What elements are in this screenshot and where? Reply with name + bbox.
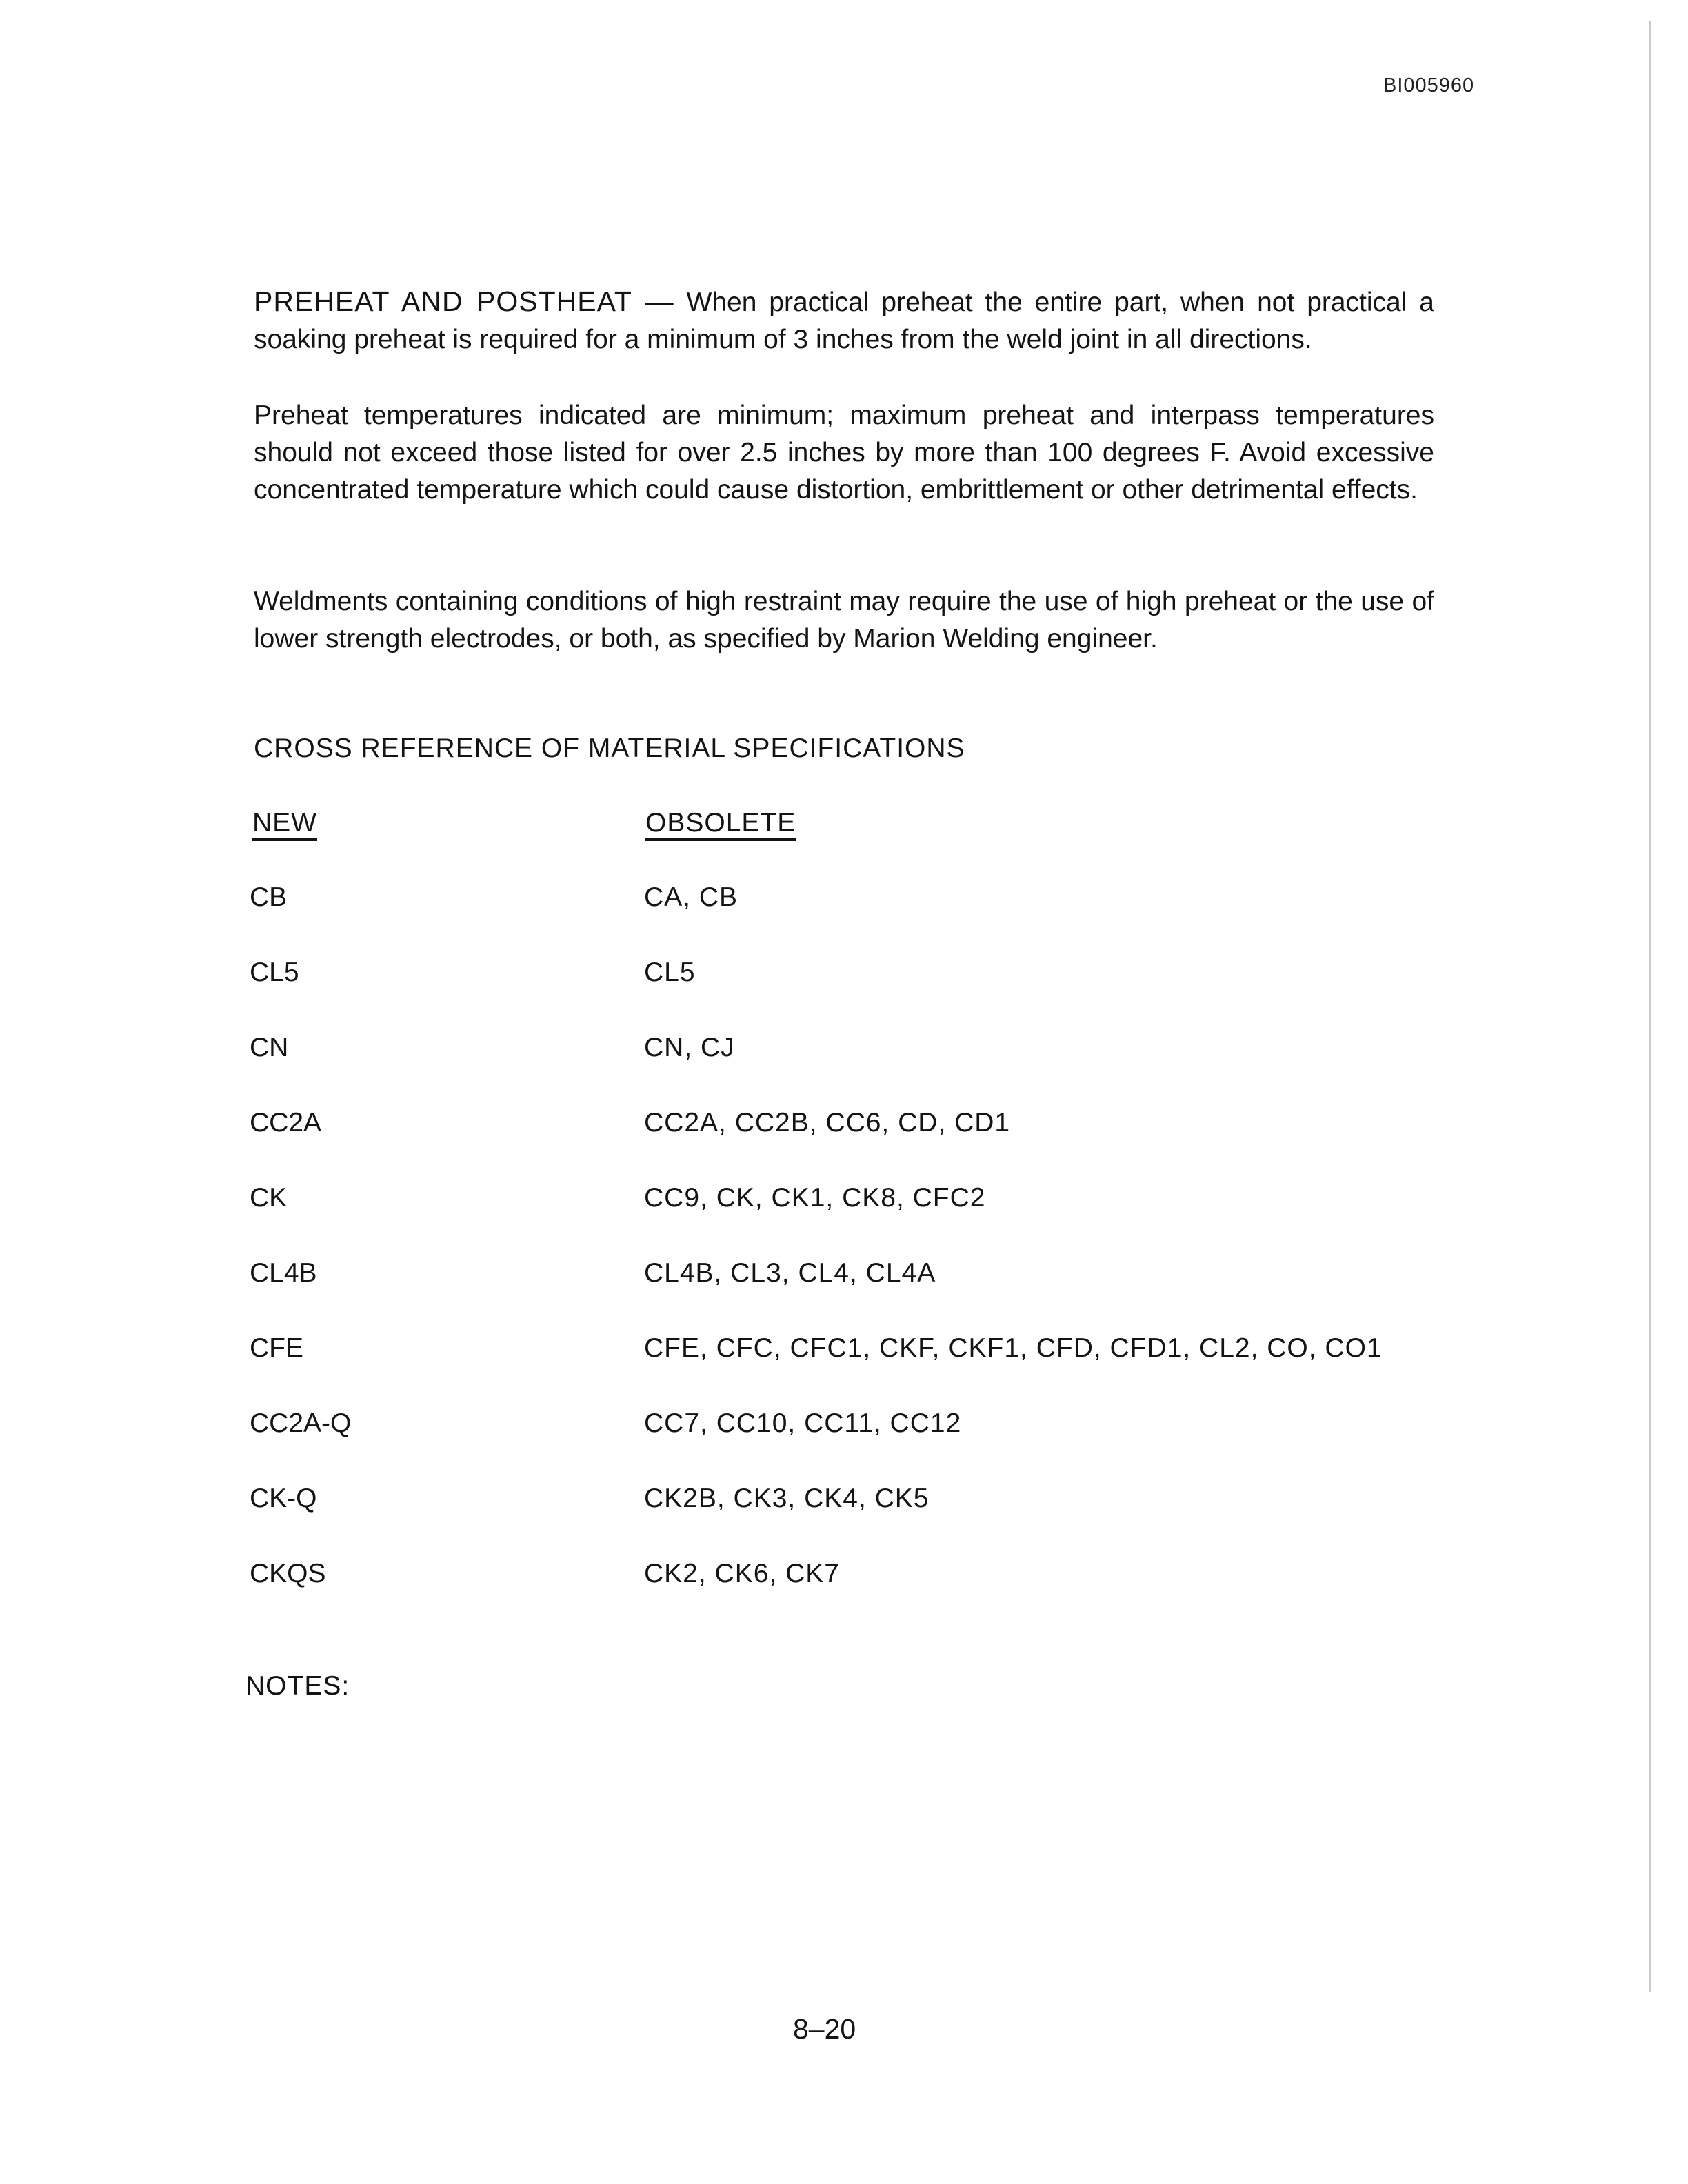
new-spec-cell: CC2A — [250, 1108, 322, 1138]
preheat-temperature-paragraph: Preheat temperatures indicated are minimum; maximum preheat and interpass temperatures should not exceed those listed for over 2.5 inches by more than 100 degrees F. Avoid excessive concentrated temperature which could cause distortion, embrittlement or other detrimental effects. — [254, 401, 1434, 505]
preheat-postheat-paragraph — [254, 283, 1434, 358]
obsolete-spec-cell: CA, CB — [644, 882, 738, 912]
new-spec-cell: CK-Q — [250, 1484, 317, 1513]
table-row — [0, 1108, 1688, 1183]
table-row — [0, 1033, 1688, 1108]
obsolete-spec-cell: CK2B, CK3, CK4, CK5 — [644, 1484, 930, 1513]
table-row — [0, 1183, 1688, 1258]
table-row — [0, 958, 1688, 1033]
cross-reference-title: CROSS REFERENCE OF MATERIAL SPECIFICATIONS — [254, 734, 965, 763]
table-row — [0, 1408, 1688, 1484]
new-spec-cell: CN — [250, 1033, 289, 1062]
obsolete-column-header: OBSOLETE — [645, 808, 796, 838]
table-row — [0, 1484, 1688, 1559]
new-spec-cell: CB — [250, 882, 288, 912]
table-row — [0, 1333, 1688, 1408]
new-spec-cell: CC2A-Q — [250, 1408, 352, 1438]
new-spec-cell: CL4B — [250, 1258, 317, 1288]
notes-label: NOTES: — [245, 1671, 350, 1701]
table-row — [0, 882, 1688, 958]
obsolete-spec-cell: CN, CJ — [644, 1033, 735, 1062]
obsolete-spec-cell: CK2, CK6, CK7 — [644, 1559, 840, 1588]
table-row — [0, 1258, 1688, 1333]
obsolete-spec-cell: CL4B, CL3, CL4, CL4A — [644, 1258, 936, 1288]
obsolete-spec-cell: CFE, CFC, CFC1, CKF, CKF1, CFD, CFD1, CL2, CO, CO1 — [644, 1333, 1383, 1363]
obsolete-spec-cell: CC9, CK, CK1, CK8, CFC2 — [644, 1183, 986, 1213]
preheat-postheat-text: When practical preheat the entire part, when not practical a soaking preheat is required for a minimum of 3 inches from the weld joint in all directions. — [254, 287, 1434, 354]
new-spec-cell: CL5 — [250, 958, 299, 987]
new-spec-cell: CFE — [250, 1333, 303, 1363]
obsolete-spec-cell: CC7, CC10, CC11, CC12 — [644, 1408, 962, 1438]
obsolete-spec-cell: CC2A, CC2B, CC6, CD, CD1 — [644, 1108, 1011, 1138]
new-column-header: NEW — [252, 808, 317, 838]
table-row — [0, 1559, 1688, 1634]
page-number: 8–20 — [793, 2013, 856, 2045]
new-spec-cell: CK — [250, 1183, 288, 1213]
weldments-paragraph: Weldments containing conditions of high restraint may require the use of high preheat or the use of lower strength electrodes, or both, as specified by Marion Welding engineer. — [254, 587, 1434, 654]
cross-reference-list — [0, 882, 1688, 1634]
document-id: BI005960 — [1383, 74, 1475, 97]
obsolete-spec-cell: CL5 — [644, 958, 696, 987]
preheat-postheat-heading: PREHEAT AND POSTHEAT — — [254, 285, 674, 317]
new-spec-cell: CKQS — [250, 1559, 326, 1588]
